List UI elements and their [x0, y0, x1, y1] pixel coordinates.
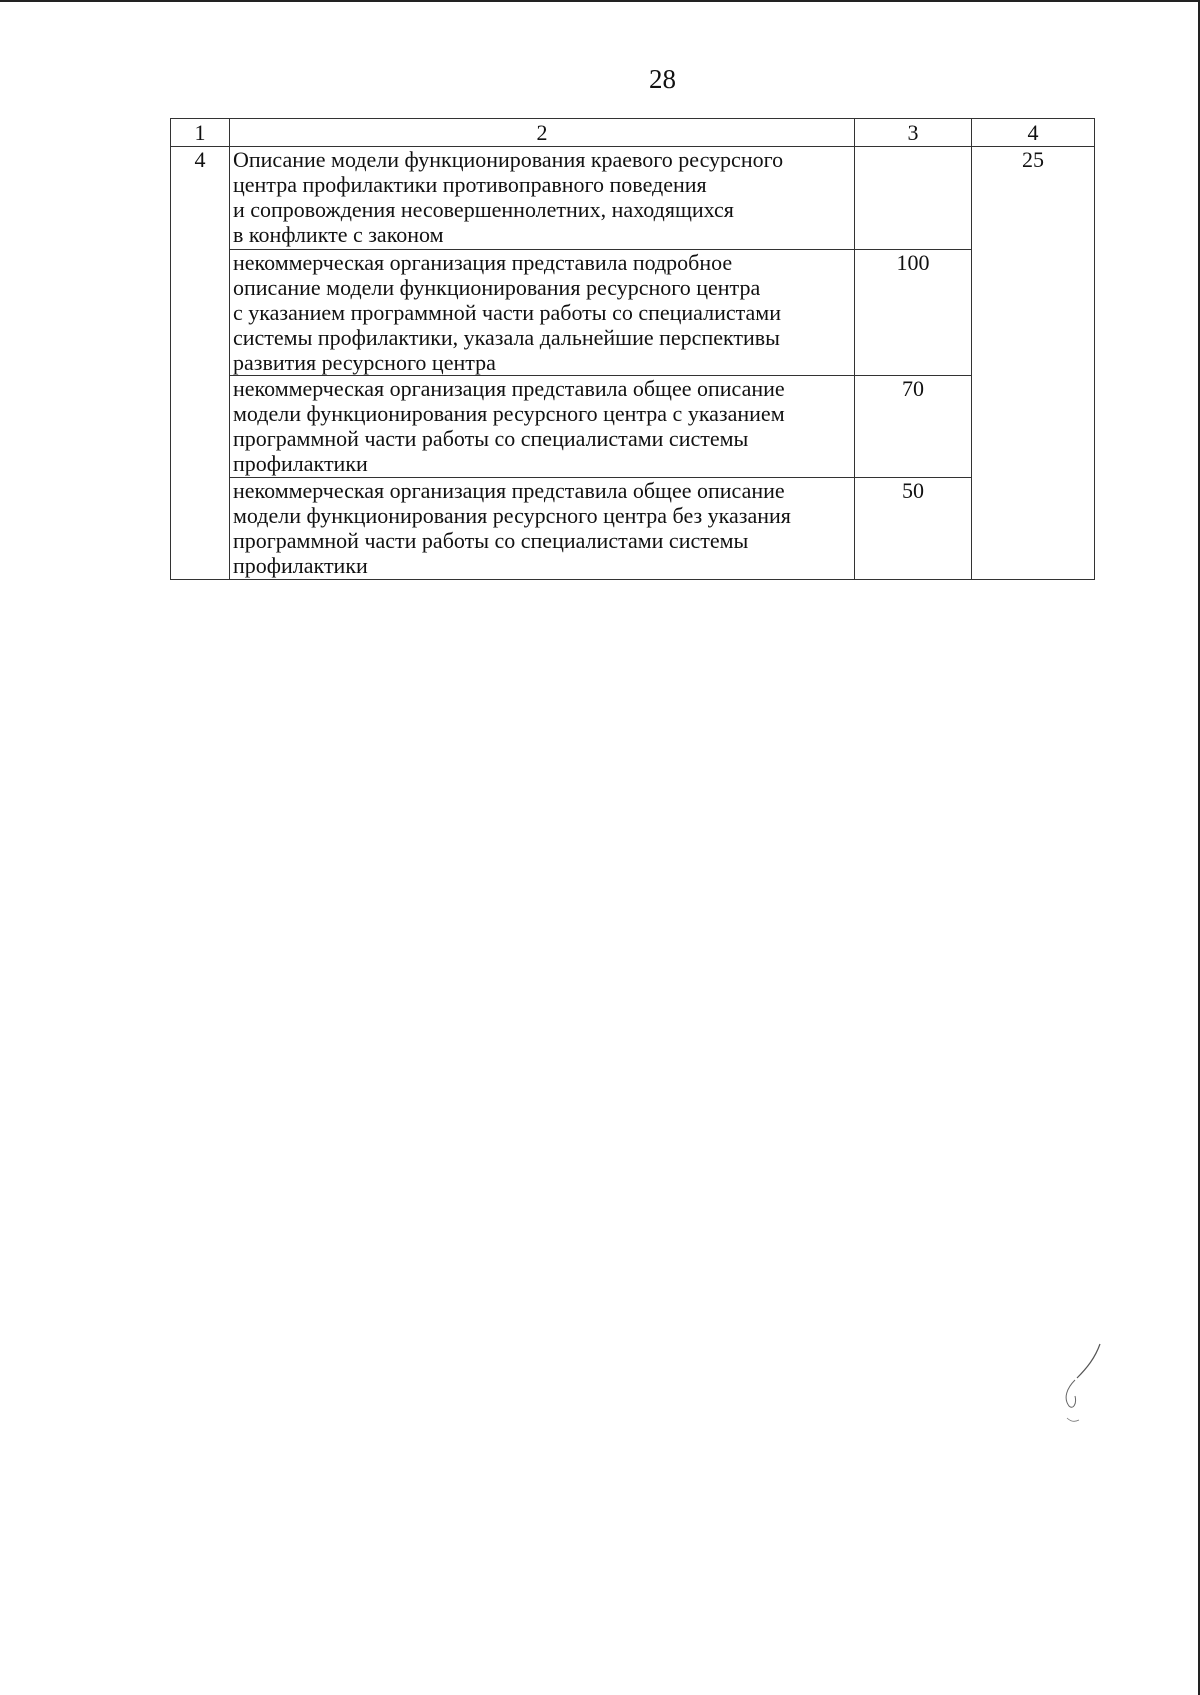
table-row [171, 478, 1095, 580]
table-row [171, 147, 1095, 250]
header-cell-1: 1 [171, 119, 230, 147]
criterion-score: 100 [855, 250, 972, 376]
section-number: 4 [171, 147, 230, 580]
page-number: 28 [649, 64, 676, 94]
section-title-cell [230, 147, 855, 250]
header-cell-4: 4 [972, 119, 1095, 147]
table-row [171, 376, 1095, 478]
header-cell-3: 3 [855, 119, 972, 147]
criterion-score: 50 [855, 478, 972, 580]
criterion-text: некоммерческая организация представила подробное описание модели функционирования ресурсного центра с указанием программной части работы со специалистами системы профилактики, указала дальнейшие перспективы развития ресурсного центра [233, 250, 782, 375]
table-row [171, 250, 1095, 376]
section-weight: 25 [972, 147, 1095, 580]
header-cell-2: 2 [230, 119, 855, 147]
table-header-row [171, 119, 1095, 147]
criteria-table [170, 118, 1095, 580]
criterion-text: некоммерческая организация представила общее описание модели функционирования ресурсного центра с указанием программной части работы со специалистами системы профилактики [233, 376, 785, 476]
criterion-text-cell [230, 478, 855, 580]
criterion-text: некоммерческая организация представила общее описание модели функционирования ресурсного центра без указания программной части работы со специалистами системы профилактики [233, 478, 791, 578]
section-score-cell [855, 147, 972, 250]
section-title: Описание модели функционирования краевого ресурсного центра профилактики противоправного поведения и сопровождения несовершеннолетних, находящихся в конфликте с законом [233, 147, 784, 247]
signature-mark [1055, 1340, 1115, 1430]
criterion-score: 70 [855, 376, 972, 478]
criterion-text-cell [230, 376, 855, 478]
criterion-text-cell [230, 250, 855, 376]
